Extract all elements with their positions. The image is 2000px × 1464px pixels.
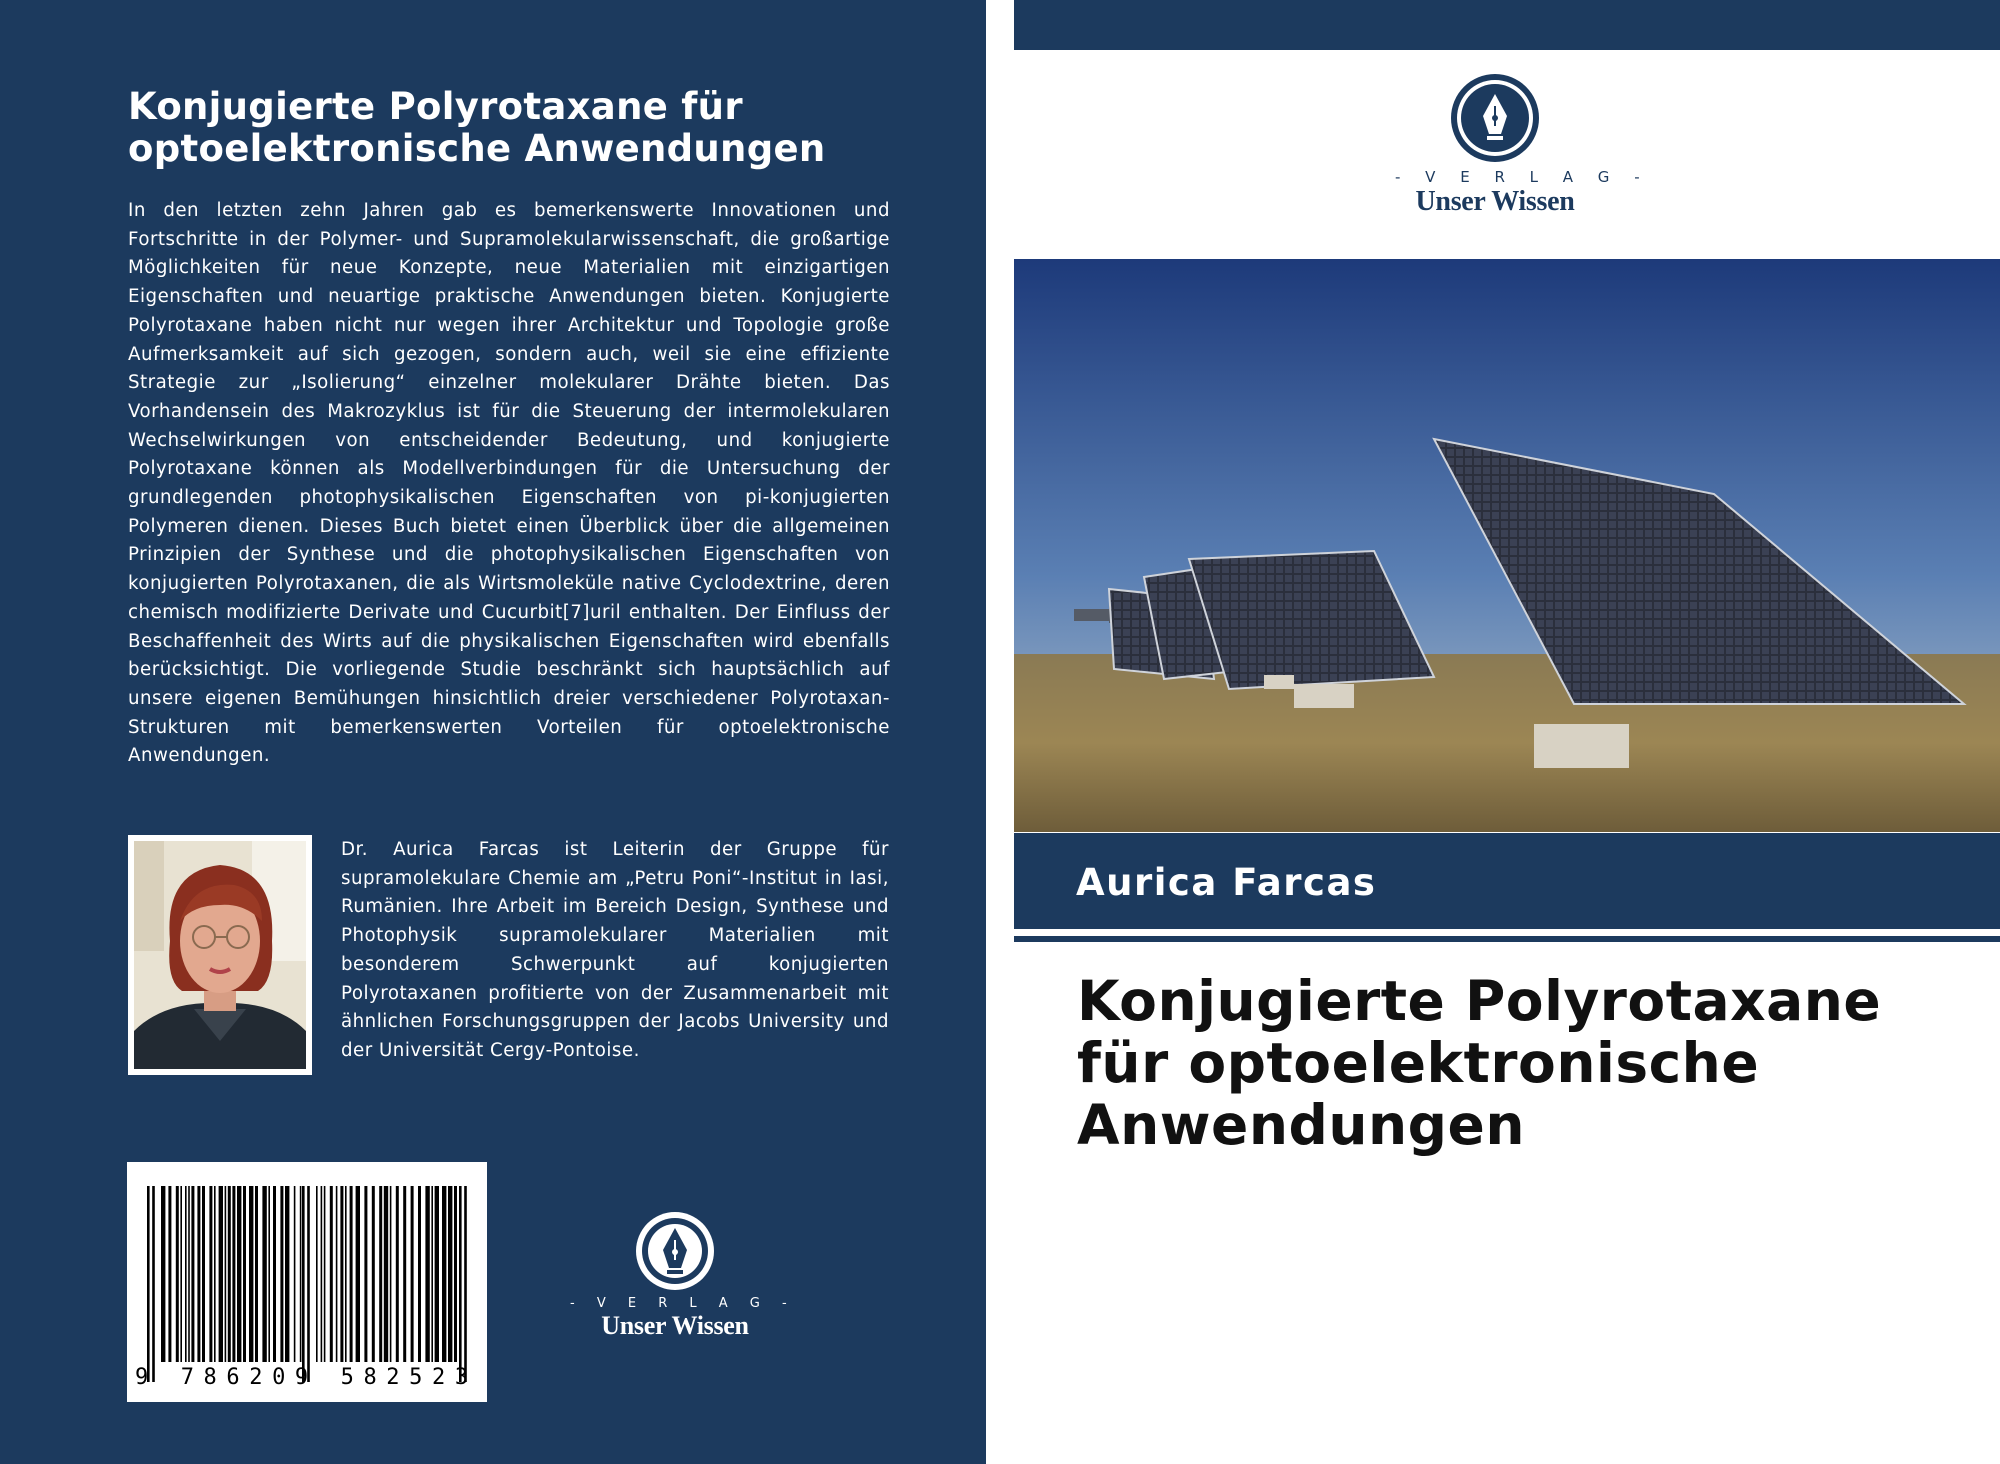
barcode-bar — [390, 1186, 392, 1362]
barcode-bar — [418, 1186, 421, 1362]
fountain-pen-nib-icon — [1449, 72, 1541, 164]
back-publisher-logo — [570, 1210, 796, 1341]
front-top-bar — [1014, 0, 2000, 50]
barcode-bar — [321, 1186, 323, 1362]
barcode-bar — [209, 1186, 212, 1362]
verlag-label: - V E R L A G - — [1395, 168, 1650, 186]
publisher-name: Unser Wissen — [1415, 186, 1575, 217]
book-blurb: In den letzten zehn Jahren gab es bemerkenswerte Innovationen und Fortschritte in der Polymer- und Supramolekularwissenschaft, die großartige Möglichkeiten für neue Konzepte, neue Materialien mit einzigartigen Eigenschaften und neuartige praktische Anwendungen bieten. Konjugierte Polyrotaxane haben nicht nur wegen ihrer Architektur und Topologie große Aufmerksamkeit auf sich gezogen, sondern auch, weil sie eine effiziente Strategie zur „Isolierung“ einzelner molekularer Drähte bieten. Das Vorhandensein des Makrozyklus ist für die Steuerung der intermolekularen Wechselwirkungen von entscheidender Bedeutung, und konjugierte Polyrotaxane können als Modellverbindungen für die Untersuchung der grundlegenden photophysikalischen Eigenschaften von pi-konjugierten Polymeren dienen. Dieses Buch bietet einen Überblick über die allgemeinen Prinzipien der Synthese und die photophysikalischen Eigenschaften von konjugierten Polyrotaxanen, die als Wirtsmoleküle native Cyclodextrine, deren chemisch modifizierte Derivate und Cucurbit[7]uril enthalten. Der Einfluss der Beschaffenheit des Wirts auf die physikalischen Eigenschaften wird ebenfalls berücksichtigt. Die vorliegende Studie beschränkt sich hauptsächlich auf unsere eigenen Bemühungen hinsichtlich dreier verschiedener Polyrotaxan-Strukturen mit bemerkenswerten Vorteilen für optoelektronische Anwendungen. — [128, 200, 890, 767]
barcode — [127, 1162, 487, 1402]
barcode-bar — [356, 1186, 360, 1362]
barcode-bar — [300, 1186, 302, 1362]
barcode-bar — [379, 1186, 382, 1362]
barcode-guard-bar — [152, 1186, 155, 1382]
barcode-bar — [191, 1186, 194, 1362]
barcode-guard-bar — [307, 1186, 310, 1382]
barcode-bar — [431, 1186, 433, 1362]
barcode-bar — [454, 1186, 457, 1362]
barcode-bar — [255, 1186, 258, 1362]
solar-panel-field-photo — [1014, 259, 2000, 832]
fountain-pen-nib-icon — [634, 1210, 716, 1292]
barcode-bar — [396, 1186, 399, 1362]
barcode-bar — [350, 1186, 353, 1362]
barcode-bar — [202, 1186, 205, 1362]
author-bar — [1014, 833, 2000, 929]
author-bio: Dr. Aurica Farcas ist Leiterin der Gruppe für supramolekulare Chemie am „Petru Poni“-Institut in Iasi, Rumänien. Ihre Arbeit im Bereich Design, Synthese und Photophysik supramolekularer Materialien mit besonderem Schwerpunkt auf konjugierten Polyrotaxanen profitierte von der Zusammenarbeit mit ähnlichen Forschungsgruppen der Jacobs University und der Universität Cergy-Pontoise. — [341, 839, 889, 1061]
barcode-guard-bar — [459, 1186, 462, 1382]
front-cover-title: Konjugierte Polyrotaxane für optoelektronische Anwendungen — [1077, 969, 1882, 1157]
divider-rule — [1014, 936, 2000, 942]
barcode-bar — [161, 1186, 165, 1362]
author-name: Aurica Farcas — [1076, 861, 1377, 904]
barcode-bar — [324, 1186, 326, 1362]
barcode-bar — [268, 1186, 270, 1362]
barcode-guard-bar — [302, 1186, 305, 1382]
front-publisher-logo — [1395, 72, 1650, 218]
barcode-bar — [425, 1186, 429, 1362]
back-cover — [0, 0, 986, 1464]
barcode-bar — [411, 1186, 414, 1362]
barcode-bar — [197, 1186, 200, 1362]
barcode-bar — [364, 1186, 367, 1362]
barcode-bar — [372, 1186, 375, 1362]
barcode-bar — [232, 1186, 235, 1362]
barcode-bar — [225, 1186, 227, 1362]
barcode-bar — [262, 1186, 266, 1362]
barcode-bar — [448, 1186, 452, 1362]
barcode-bar — [249, 1186, 253, 1362]
barcode-bar — [280, 1186, 283, 1362]
barcode-guard-bar — [464, 1186, 467, 1382]
barcode-bar — [228, 1186, 231, 1362]
barcode-bar — [219, 1186, 223, 1362]
barcode-bar — [176, 1186, 179, 1362]
barcode-guard-bar — [147, 1186, 150, 1382]
barcode-bars — [145, 1186, 471, 1382]
barcode-bar — [442, 1186, 446, 1362]
barcode-bar — [316, 1186, 318, 1362]
author-photo-frame — [128, 835, 312, 1075]
barcode-bar — [185, 1186, 187, 1362]
barcode-bar — [243, 1186, 246, 1362]
barcode-bar — [403, 1186, 406, 1362]
barcode-bar — [336, 1186, 338, 1362]
barcode-bar — [237, 1186, 241, 1362]
barcode-bar — [345, 1186, 347, 1362]
barcode-bar — [188, 1186, 190, 1362]
barcode-bar — [384, 1186, 388, 1362]
barcode-bar — [294, 1186, 296, 1362]
verlag-label: - V E R L A G - — [570, 1296, 796, 1311]
barcode-bar — [168, 1186, 171, 1362]
back-cover-title: Konjugierte Polyrotaxane für optoelektronische Anwendungen — [128, 85, 826, 170]
author-portrait — [134, 841, 306, 1069]
barcode-bar — [330, 1186, 333, 1362]
isbn-digits: 9 786209 582523 — [135, 1365, 478, 1390]
barcode-bar — [273, 1186, 276, 1362]
publisher-name: Unser Wissen — [601, 1311, 749, 1340]
barcode-bar — [180, 1186, 182, 1362]
barcode-bar — [214, 1186, 216, 1362]
barcode-bar — [340, 1186, 343, 1362]
barcode-bar — [285, 1186, 289, 1362]
barcode-bar — [435, 1186, 439, 1362]
